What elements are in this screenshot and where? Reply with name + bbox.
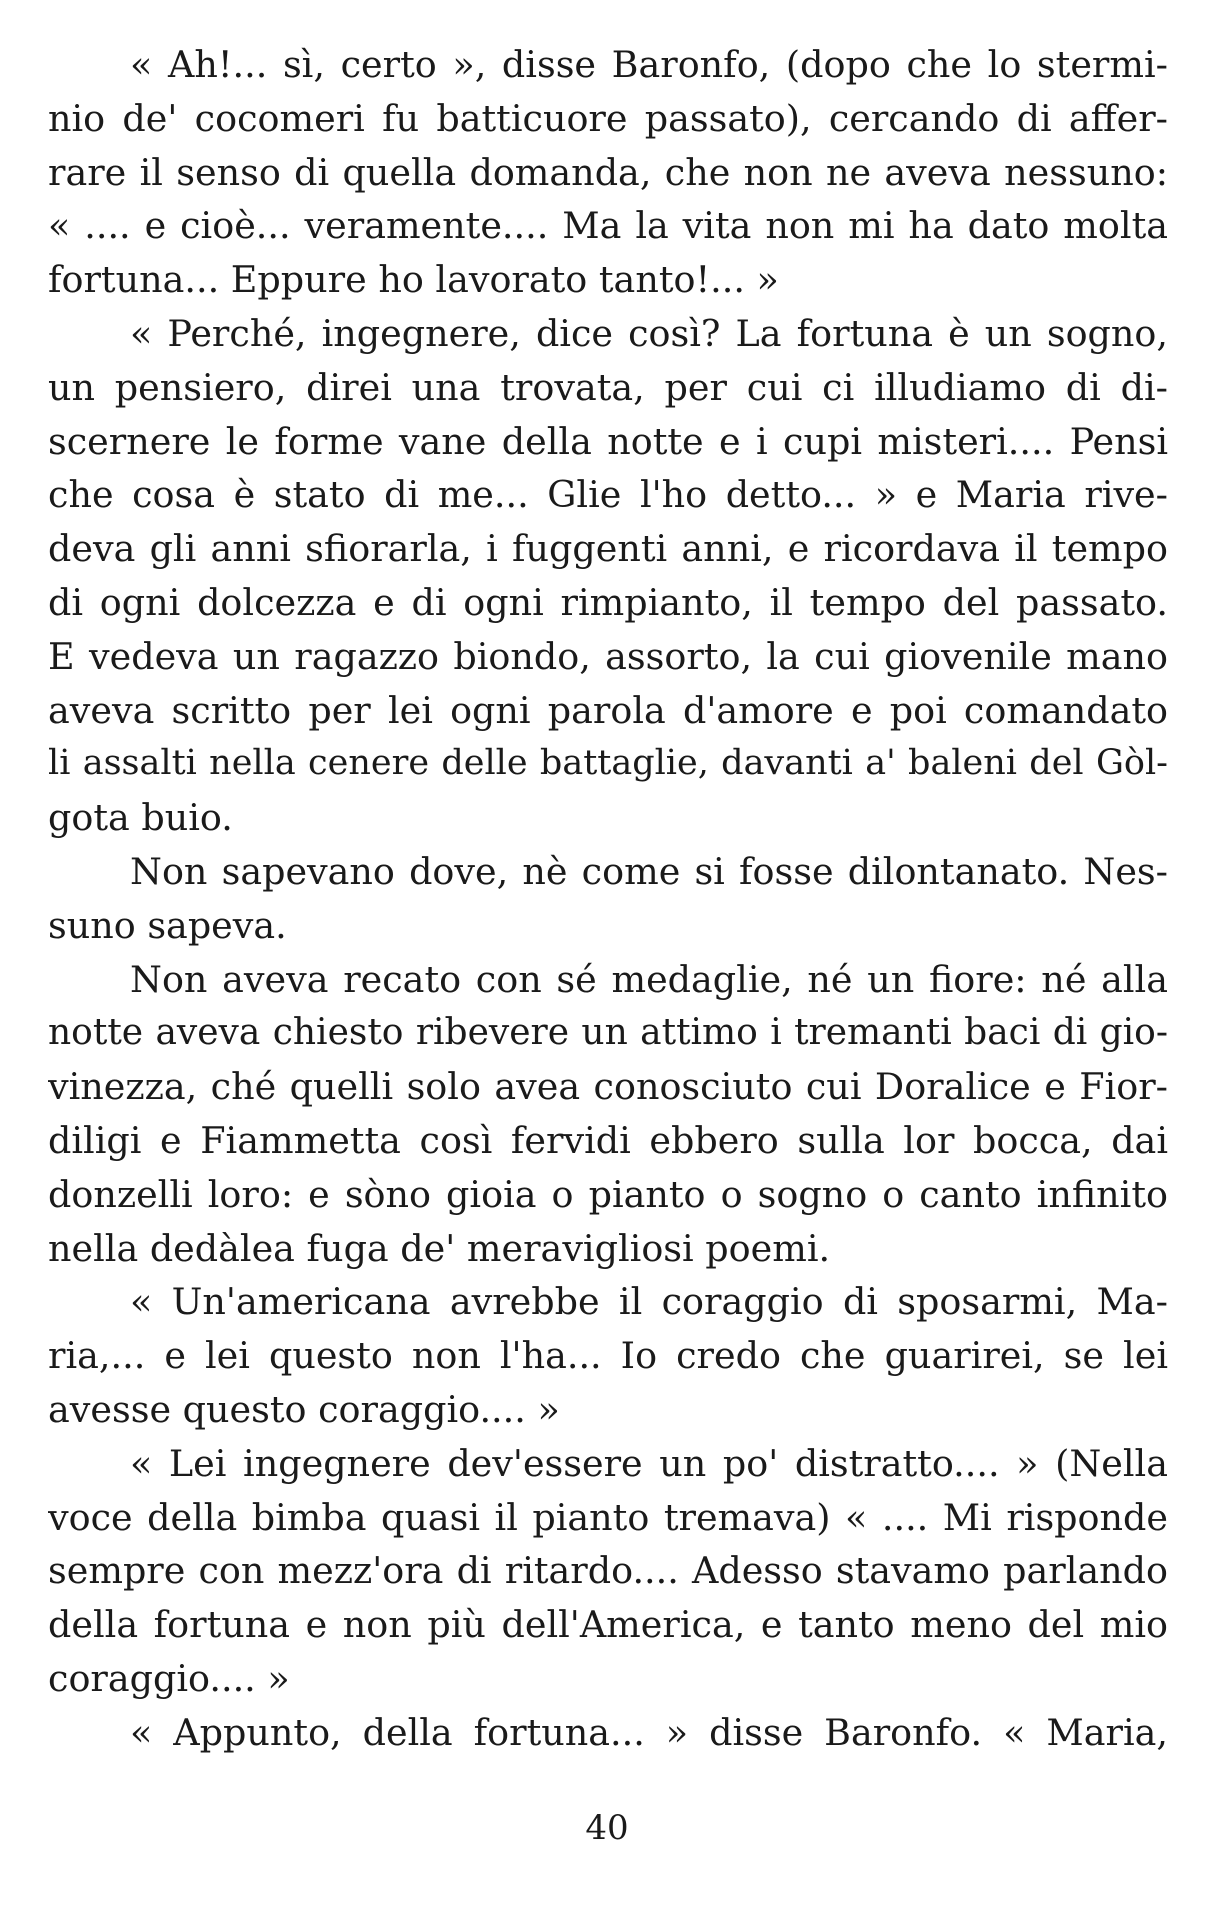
text-line: aveva scritto per lei ogni parola d'amore e poi comandato bbox=[48, 688, 1168, 732]
text-line: scernere le forme vane della notte e i cupi misteri.... Pensi bbox=[48, 419, 1168, 463]
text-line: gota buio. bbox=[48, 796, 233, 840]
paragraph bbox=[48, 1437, 1168, 1706]
body-text bbox=[48, 38, 1168, 1760]
page-number: 40 bbox=[585, 1808, 629, 1848]
paragraph bbox=[48, 953, 1168, 1276]
text-line: di ogni dolcezza e di ogni rimpianto, il tempo del passato. bbox=[48, 580, 1168, 624]
text-line: vinezza, ché quelli solo avea conosciuto cui Doralice e Fior- bbox=[48, 1065, 1168, 1109]
text-line: « .... e cioè... veramente.... Ma la vita non mi ha dato molta bbox=[48, 204, 1168, 248]
text-line: E vedeva un ragazzo biondo, assorto, la cui giovenile mano bbox=[48, 634, 1168, 678]
text-line: che cosa è stato di me... Glie l'ho detto... » e Maria rive- bbox=[48, 473, 1168, 517]
paragraph bbox=[48, 307, 1168, 845]
text-line: « Un'americana avrebbe il coraggio di sposarmi, Ma- bbox=[130, 1280, 1168, 1324]
text-line: li assalti nella cenere delle battaglie, davanti a' baleni del Gòl- bbox=[48, 743, 1168, 784]
text-line: deva gli anni sfiorarla, i fuggenti anni, e ricordava il tempo bbox=[48, 527, 1168, 571]
text-line: Non aveva recato con sé medaglie, né un fiore: né alla bbox=[130, 957, 1168, 1001]
text-line: « Lei ingegnere dev'essere un po' distratto.... » (Nella bbox=[130, 1441, 1168, 1485]
text-line: coraggio.... » bbox=[48, 1656, 290, 1700]
paragraph bbox=[48, 38, 1168, 307]
paragraph bbox=[48, 1275, 1168, 1436]
text-line: fortuna... Eppure ho lavorato tanto!... » bbox=[48, 258, 779, 302]
text-line: ria,... e lei questo non l'ha... Io credo che guarirei, se lei bbox=[48, 1334, 1168, 1378]
text-line: donzelli loro: e sòno gioia o pianto o sogno o canto infinito bbox=[48, 1172, 1168, 1216]
paragraph bbox=[48, 1706, 1168, 1760]
text-line: voce della bimba quasi il pianto tremava) « .... Mi risponde bbox=[48, 1495, 1168, 1539]
text-line: notte aveva chiesto ribevere un attimo i tremanti baci di gio- bbox=[48, 1012, 1168, 1054]
text-line: sempre con mezz'ora di ritardo.... Adesso stavamo parlando bbox=[48, 1549, 1168, 1593]
text-line: diligi e Fiammetta così fervidi ebbero sulla lor bocca, dai bbox=[48, 1118, 1168, 1162]
text-line: rare il senso di quella domanda, che non ne aveva nessuno: bbox=[48, 150, 1168, 194]
text-line: della fortuna e non più dell'America, e tanto meno del mio bbox=[48, 1603, 1168, 1647]
text-line: nio de' cocomeri fu batticuore passato), cercando di affer- bbox=[48, 96, 1168, 140]
text-line: suno sapeva. bbox=[48, 903, 287, 947]
text-line: avesse questo coraggio.... » bbox=[48, 1387, 560, 1431]
text-line: « Perché, ingegnere, dice così? La fortuna è un sogno, bbox=[130, 311, 1168, 355]
text-line: « Ah!... sì, certo », disse Baronfo, (dopo che lo stermi- bbox=[130, 43, 1168, 86]
text-line: Non sapevano dove, nè come si fosse dilontanato. Nes- bbox=[130, 849, 1168, 893]
text-line: un pensiero, direi una trovata, per cui ci illudiamo di di- bbox=[48, 365, 1168, 409]
text-line: nella dedàlea fuga de' meravigliosi poemi. bbox=[48, 1226, 831, 1270]
text-line: « Appunto, della fortuna... » disse Baronfo. « Maria, bbox=[130, 1710, 1168, 1754]
paragraph bbox=[48, 845, 1168, 953]
